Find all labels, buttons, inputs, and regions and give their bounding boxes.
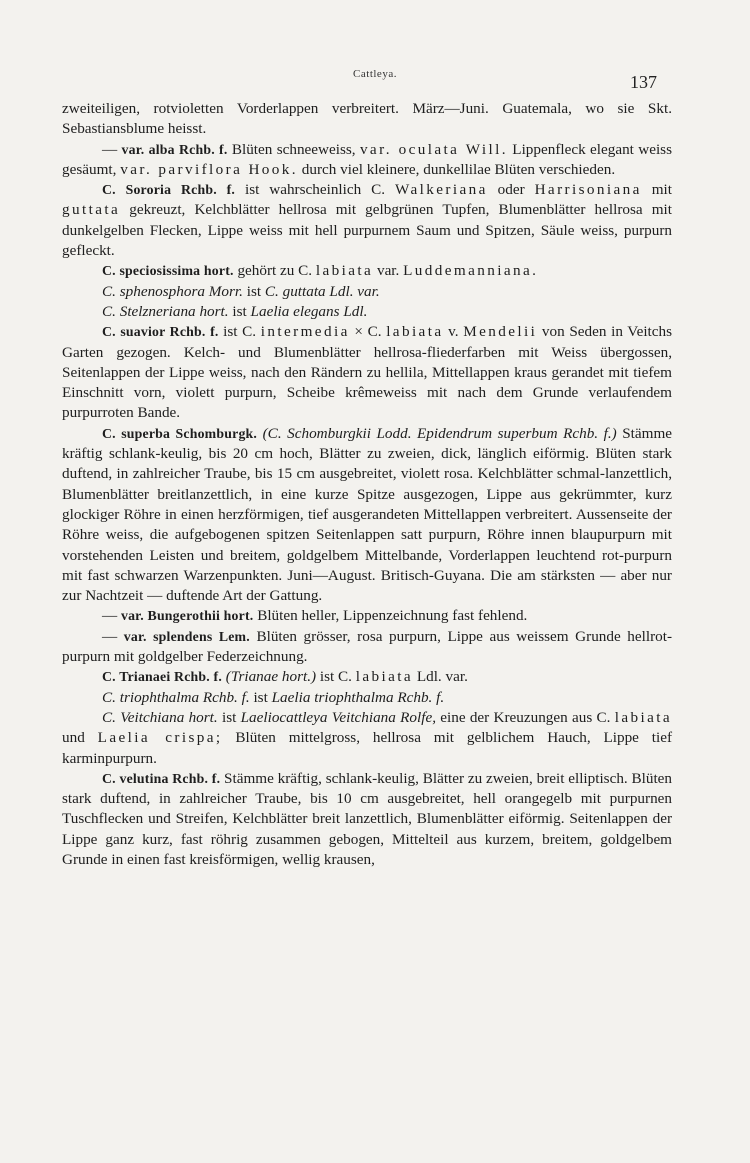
text-run: Stämme kräftig, schlank-keulig, Blätter zu zweien, breit elliptisch. Blüten stark duftend, in zahlreicher Traube, bis 10 cm ausgebreitet, hell orangegelb mit purpurnen Tuschflecken und Streifen, Kelchblätter breit lanzettlich, Blumenblätter eiförmig. Seitenlappen der Lippe ganz kurz, fast röhrig zusammen gebogen, Mittelteil aus kurzem, breitem, goldgelbem Grunde in einen fast kreisförmigen, wellig krausen,	[62, 769, 673, 868]
spaced-name: guttata	[62, 201, 121, 219]
text-run: ist C.	[316, 668, 356, 686]
paragraph	[62, 322, 672, 423]
text-run: Blüten grösser, rosa purpurn, Lippe aus weissem Grunde hellrot-purpurn mit goldgelber Federzeichnung.	[62, 627, 672, 666]
entry-name: var. Bungerothii hort.	[120, 608, 254, 624]
italic-name: Laelia triophthalma Rchb. f.	[271, 688, 445, 706]
text-run: Blüten heller, Lippenzeichnung fast fehlend.	[253, 607, 528, 625]
paragraph	[62, 261, 672, 281]
text-run: Lippenfleck elegant weiss gesäumt,	[62, 140, 672, 178]
entry-name: C. speciosissima hort.	[102, 263, 234, 279]
paragraph	[62, 302, 672, 322]
text-run: ist	[217, 708, 241, 726]
spaced-name: var. oculata Will.	[359, 140, 508, 158]
spaced-name: labiata	[614, 708, 672, 726]
text-run: zweiteiligen, rotvioletten Vorderlappen verbreitert. März—Juni. Guatemala, wo sie Skt. Sebastiansblume heisst.	[62, 100, 672, 138]
spaced-name: labiata	[386, 323, 444, 341]
text-run: oder	[487, 181, 535, 199]
text-run: Blüten mittelgross, hellrosa mit gelblichem Hauch, Lippe tief karminpurpurn.	[62, 729, 672, 767]
text-run: —	[102, 627, 124, 645]
paragraph	[62, 282, 672, 302]
text-run: Blüten schneeweiss,	[227, 140, 360, 158]
paragraph	[62, 180, 672, 261]
entry-name: C. superba Schomburgk.	[102, 425, 258, 441]
running-title: Cattleya.	[353, 68, 397, 80]
spaced-name: Harrisoniana	[534, 181, 642, 199]
spaced-name: Walkeriana	[394, 181, 488, 199]
text-run: und	[62, 729, 98, 747]
spaced-name: var. parviflora Hook.	[120, 160, 298, 178]
paragraph	[62, 667, 672, 687]
paragraph	[62, 708, 672, 769]
text-run: × C.	[349, 323, 387, 341]
entry-name: C. Sororia Rchb. f.	[102, 182, 236, 198]
text-run: —	[102, 140, 122, 158]
text-run: ist	[249, 688, 272, 706]
italic-name: C. Veitchiana hort.	[102, 708, 218, 726]
text-run: eine der Kreuzungen aus C.	[436, 708, 615, 726]
text-run: ist C.	[218, 323, 261, 341]
italic-name: (C. Schomburgkii Lodd. Epidendrum superbum Rchb. f.)	[262, 424, 617, 442]
text-run: v.	[443, 323, 464, 341]
spaced-name: labiata	[355, 668, 414, 686]
italic-name: C. Stelzneriana hort.	[102, 302, 229, 320]
paragraph	[62, 769, 672, 870]
text-run: var.	[373, 262, 404, 280]
italic-name: (Trianae hort.)	[225, 668, 317, 686]
spaced-name: Luddemanniana.	[403, 262, 539, 280]
text-run: mit	[641, 181, 672, 199]
spaced-name: intermedia	[260, 323, 350, 341]
entry-name: var. splendens Lem.	[123, 628, 250, 644]
italic-name: Laeliocattleya Veitchiana Rolfe,	[240, 708, 436, 726]
italic-name: Laelia elegans Ldl.	[250, 302, 368, 320]
text-run: Stämme kräftig schlank-keulig, bis 20 cm hoch, Blätter zu zweien, dick, länglich eiförmig. Blüten stark duftend, in zahlreicher Traube, bis 15 cm ausgebreitet, violett rosa. Kelchblätter schmal-lanzettlich, Blumenblätter breitlanzettlich, in eine kurze Spitze ausgezogen, Lippe aus gekrümmter, kurz glockiger Röhre in einen herzförmigen, tief ausgerandeten Mittellappen verbreitert. Aussenseite der Röhre weiss, die aufgebogenen spitzen Seitenlappen satt purpurn, Röhre innen blaupurpurn mit vorstehenden Leisten und breitem, goldgelbem Mittelbande, Vorderlappen leuchtend rot-purpurn mit fast schwarzen Warzenpunkten. Juni—August. Britisch-Guyana. Die am stärksten — aber nur zur Nachtzeit — duftende Art der Gattung.	[62, 424, 673, 605]
text-run: gehört zu C.	[233, 262, 316, 280]
entry-name: C. suavior Rchb. f.	[102, 324, 219, 340]
paragraph	[62, 99, 672, 140]
text-run: —	[102, 607, 121, 625]
paragraph	[62, 424, 672, 607]
text-run: von Seden in Veitchs Garten gezogen. Kelch- und Blumenblätter hellrosa-fliederfarben mit Weiss übergossen, Seitenlappen der Lippe weiss, nach den Rändern zu hellila, Mittellappen kraus gerandet mit tiefem Einschnitt vorn, violett purpurn, Scheibe krêmeweiss mit nach dem Grunde verlaufendem purpurroten Bande.	[62, 323, 672, 422]
italic-name: C. guttata Ldl. var.	[264, 282, 380, 300]
spaced-name: Laelia crispa;	[97, 729, 223, 747]
italic-name: C. triophthalma Rchb. f.	[102, 688, 250, 706]
body-text	[62, 99, 672, 870]
italic-name: C. sphenosphora Morr.	[102, 282, 243, 300]
paragraph	[62, 140, 672, 181]
entry-name: C. Trianaei Rchb. f.	[102, 669, 222, 685]
paragraph	[62, 627, 672, 668]
entry-name: var. alba Rchb. f.	[121, 141, 228, 157]
text-run: gekreuzt, Kelchblätter hellrosa mit gelbgrünen Tupfen, Blumenblätter hellrosa mit dunkelgelben Flecken, Lippe weiss mit hell purpurnem Saum und Spitzen, Säule weiss, purpurn gefleckt.	[62, 201, 672, 260]
entry-name: C. velutina Rchb. f.	[102, 770, 221, 786]
text-run: Ldl. var.	[413, 668, 468, 686]
paragraph	[62, 688, 672, 708]
text-run: ist	[228, 302, 251, 320]
spaced-name: labiata	[315, 262, 374, 280]
text-run: durch viel kleinere, dunkellilae Blüten verschieden.	[297, 160, 616, 178]
page-number: 137	[630, 72, 657, 92]
text-run: ist wahrscheinlich C.	[235, 181, 395, 199]
paragraph	[62, 606, 672, 626]
text-run: ist	[242, 282, 265, 300]
spaced-name: Mendelii	[463, 323, 538, 341]
